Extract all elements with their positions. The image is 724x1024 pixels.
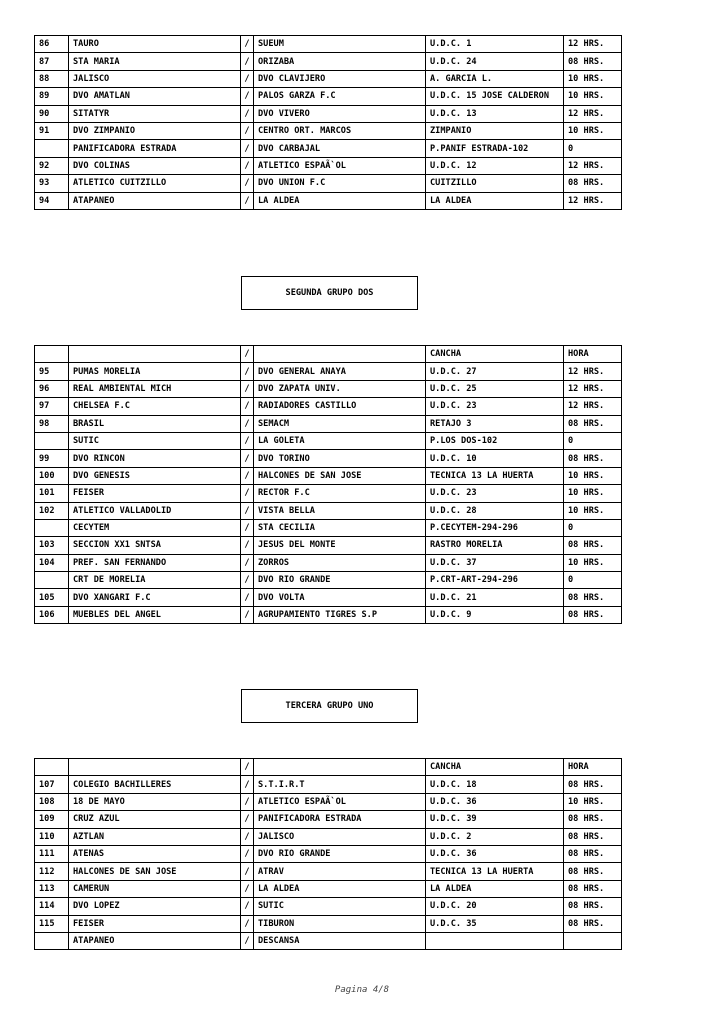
cell-sep: / xyxy=(241,450,254,467)
cell-field: P.CRT-ART-294-296 xyxy=(426,572,564,589)
cell-away: LA GOLETA xyxy=(254,432,426,449)
cell-sep: / xyxy=(241,485,254,502)
cell-hour: 10 HRS. xyxy=(564,122,622,139)
cell-sep: / xyxy=(241,845,254,862)
cell-home: CRUZ AZUL xyxy=(69,811,241,828)
cell-num: 115 xyxy=(35,915,69,932)
cell-home: DVO XANGARI F.C xyxy=(69,589,241,606)
table-row xyxy=(35,502,622,519)
cell-hour: 0 xyxy=(564,140,622,157)
cell-field: U.D.C. 23 xyxy=(426,485,564,502)
cell-num: 101 xyxy=(35,485,69,502)
cell-away: DVO ZAPATA UNIV. xyxy=(254,380,426,397)
cell-num xyxy=(35,932,69,949)
table-row xyxy=(35,192,622,209)
table-row xyxy=(35,915,622,932)
cell-field: U.D.C. 36 xyxy=(426,845,564,862)
cell-hour xyxy=(564,932,622,949)
table-row xyxy=(35,880,622,897)
header-sep: / xyxy=(241,346,254,363)
cell-away: DVO CARBAJAL xyxy=(254,140,426,157)
cell-hour: 10 HRS. xyxy=(564,88,622,105)
cell-home: DVO RINCON xyxy=(69,450,241,467)
cell-num: 110 xyxy=(35,828,69,845)
cell-home: PUMAS MORELIA xyxy=(69,363,241,380)
cell-field: A. GARCIA L. xyxy=(426,70,564,87)
cell-num: 102 xyxy=(35,502,69,519)
cell-home: CHELSEA F.C xyxy=(69,398,241,415)
cell-sep: / xyxy=(241,537,254,554)
cell-hour: 12 HRS. xyxy=(564,105,622,122)
cell-home: DVO AMATLAN xyxy=(69,88,241,105)
table-row xyxy=(35,811,622,828)
cell-field: U.D.C. 39 xyxy=(426,811,564,828)
cell-away: JESUS DEL MONTE xyxy=(254,537,426,554)
cell-sep: / xyxy=(241,432,254,449)
cell-hour: 10 HRS. xyxy=(564,467,622,484)
cell-away: ATLETICO ESPAÃ`OL xyxy=(254,793,426,810)
cell-away: DVO RIO GRANDE xyxy=(254,572,426,589)
cell-sep: / xyxy=(241,828,254,845)
cell-field: U.D.C. 12 xyxy=(426,157,564,174)
cell-home: CRT DE MORELIA xyxy=(69,572,241,589)
cell-hour: 08 HRS. xyxy=(564,898,622,915)
cell-home: DVO LOPEZ xyxy=(69,898,241,915)
cell-home: FEISER xyxy=(69,915,241,932)
table-row xyxy=(35,519,622,536)
cell-away: SUEUM xyxy=(254,36,426,53)
cell-num: 89 xyxy=(35,88,69,105)
cell-field: LA ALDEA xyxy=(426,192,564,209)
cell-hour: 08 HRS. xyxy=(564,863,622,880)
cell-home: CECYTEM xyxy=(69,519,241,536)
cell-home: SUTIC xyxy=(69,432,241,449)
cell-num: 94 xyxy=(35,192,69,209)
cell-field: P.LOS DOS-102 xyxy=(426,432,564,449)
cell-sep: / xyxy=(241,70,254,87)
cell-sep: / xyxy=(241,53,254,70)
cell-sep: / xyxy=(241,811,254,828)
cell-sep: / xyxy=(241,554,254,571)
cell-sep: / xyxy=(241,36,254,53)
cell-away: S.T.I.R.T xyxy=(254,776,426,793)
table-row xyxy=(35,175,622,192)
table-row xyxy=(35,53,622,70)
table-row xyxy=(35,467,622,484)
cell-num: 87 xyxy=(35,53,69,70)
table-row xyxy=(35,863,622,880)
cell-away: LA ALDEA xyxy=(254,880,426,897)
cell-field: U.D.C. 25 xyxy=(426,380,564,397)
cell-field: U.D.C. 28 xyxy=(426,502,564,519)
cell-hour: 08 HRS. xyxy=(564,537,622,554)
cell-sep: / xyxy=(241,415,254,432)
header-home xyxy=(69,346,241,363)
cell-num: 91 xyxy=(35,122,69,139)
cell-field: U.D.C. 24 xyxy=(426,53,564,70)
header-sep: / xyxy=(241,759,254,776)
cell-sep: / xyxy=(241,122,254,139)
cell-sep: / xyxy=(241,175,254,192)
cell-hour: 08 HRS. xyxy=(564,828,622,845)
table-row xyxy=(35,572,622,589)
cell-sep: / xyxy=(241,606,254,623)
cell-sep: / xyxy=(241,140,254,157)
cell-away: LA ALDEA xyxy=(254,192,426,209)
cell-home: ATENAS xyxy=(69,845,241,862)
cell-num xyxy=(35,432,69,449)
cell-num: 86 xyxy=(35,36,69,53)
cell-hour: 10 HRS. xyxy=(564,793,622,810)
table-row xyxy=(35,380,622,397)
cell-hour: 0 xyxy=(564,572,622,589)
cell-hour: 08 HRS. xyxy=(564,880,622,897)
cell-home: SECCION XX1 SNTSA xyxy=(69,537,241,554)
cell-sep: / xyxy=(241,589,254,606)
cell-hour: 08 HRS. xyxy=(564,175,622,192)
cell-away: RECTOR F.C xyxy=(254,485,426,502)
fixtures-table-2 xyxy=(34,345,622,624)
cell-sep: / xyxy=(241,88,254,105)
cell-num: 112 xyxy=(35,863,69,880)
table-row xyxy=(35,398,622,415)
table-row xyxy=(35,88,622,105)
cell-away: CENTRO ORT. MARCOS xyxy=(254,122,426,139)
cell-hour: 08 HRS. xyxy=(564,450,622,467)
cell-home: DVO COLINAS xyxy=(69,157,241,174)
cell-field: RASTRO MORELIA xyxy=(426,537,564,554)
cell-away: DVO TORINO xyxy=(254,450,426,467)
cell-away: RADIADORES CASTILLO xyxy=(254,398,426,415)
cell-home: REAL AMBIENTAL MICH xyxy=(69,380,241,397)
cell-field: U.D.C. 35 xyxy=(426,915,564,932)
cell-hour: 10 HRS. xyxy=(564,554,622,571)
cell-sep: / xyxy=(241,363,254,380)
table-row xyxy=(35,537,622,554)
cell-num: 100 xyxy=(35,467,69,484)
cell-away: DVO UNION F.C xyxy=(254,175,426,192)
header-num xyxy=(35,759,69,776)
cell-away: SEMACM xyxy=(254,415,426,432)
table-row xyxy=(35,776,622,793)
cell-sep: / xyxy=(241,519,254,536)
cell-field: U.D.C. 18 xyxy=(426,776,564,793)
cell-num: 90 xyxy=(35,105,69,122)
cell-home: CAMERUN xyxy=(69,880,241,897)
table-row xyxy=(35,157,622,174)
cell-field: U.D.C. 27 xyxy=(426,363,564,380)
cell-sep: / xyxy=(241,776,254,793)
page-number: Pagina 4/8 xyxy=(334,985,390,995)
table-row xyxy=(35,485,622,502)
cell-home: STA MARIA xyxy=(69,53,241,70)
cell-away: DVO GENERAL ANAYA xyxy=(254,363,426,380)
table-row xyxy=(35,589,622,606)
header-away xyxy=(254,759,426,776)
header-field: CANCHA xyxy=(426,346,564,363)
cell-num: 88 xyxy=(35,70,69,87)
fixtures-table-3 xyxy=(34,758,622,950)
cell-sep: / xyxy=(241,157,254,174)
cell-hour: 12 HRS. xyxy=(564,380,622,397)
cell-sep: / xyxy=(241,932,254,949)
cell-num xyxy=(35,140,69,157)
cell-num: 108 xyxy=(35,793,69,810)
cell-field: U.D.C. 9 xyxy=(426,606,564,623)
table-row xyxy=(35,122,622,139)
cell-away: PALOS GARZA F.C xyxy=(254,88,426,105)
header-hour: HORA xyxy=(564,759,622,776)
cell-home: JALISCO xyxy=(69,70,241,87)
cell-home: PANIFICADORA ESTRADA xyxy=(69,140,241,157)
cell-num: 105 xyxy=(35,589,69,606)
cell-sep: / xyxy=(241,898,254,915)
cell-num: 95 xyxy=(35,363,69,380)
cell-hour: 12 HRS. xyxy=(564,398,622,415)
cell-num: 109 xyxy=(35,811,69,828)
cell-field: CUITZILLO xyxy=(426,175,564,192)
cell-away: HALCONES DE SAN JOSE xyxy=(254,467,426,484)
cell-num: 107 xyxy=(35,776,69,793)
cell-home: FEISER xyxy=(69,485,241,502)
cell-field: TECNICA 13 LA HUERTA xyxy=(426,863,564,880)
cell-home: DVO GENESIS xyxy=(69,467,241,484)
cell-hour: 0 xyxy=(564,519,622,536)
cell-num: 92 xyxy=(35,157,69,174)
cell-field: U.D.C. 23 xyxy=(426,398,564,415)
cell-hour: 12 HRS. xyxy=(564,363,622,380)
cell-hour: 12 HRS. xyxy=(564,36,622,53)
cell-field: ZIMPANIO xyxy=(426,122,564,139)
cell-away: AGRUPAMIENTO TIGRES S.P xyxy=(254,606,426,623)
table-row xyxy=(35,36,622,53)
cell-sep: / xyxy=(241,572,254,589)
cell-home: TAURO xyxy=(69,36,241,53)
header-away xyxy=(254,346,426,363)
cell-hour: 08 HRS. xyxy=(564,811,622,828)
cell-num: 113 xyxy=(35,880,69,897)
cell-field: U.D.C. 13 xyxy=(426,105,564,122)
cell-sep: / xyxy=(241,502,254,519)
cell-hour: 08 HRS. xyxy=(564,845,622,862)
table-row xyxy=(35,932,622,949)
cell-sep: / xyxy=(241,192,254,209)
table-row xyxy=(35,828,622,845)
cell-field xyxy=(426,932,564,949)
table-row xyxy=(35,450,622,467)
cell-home: ATLETICO VALLADOLID xyxy=(69,502,241,519)
table-row xyxy=(35,70,622,87)
cell-away: DVO RIO GRANDE xyxy=(254,845,426,862)
cell-num: 104 xyxy=(35,554,69,571)
cell-hour: 08 HRS. xyxy=(564,606,622,623)
cell-field: U.D.C. 36 xyxy=(426,793,564,810)
cell-sep: / xyxy=(241,880,254,897)
cell-num: 106 xyxy=(35,606,69,623)
cell-num: 114 xyxy=(35,898,69,915)
cell-hour: 08 HRS. xyxy=(564,589,622,606)
cell-field: LA ALDEA xyxy=(426,880,564,897)
cell-away: DVO CLAVIJERO xyxy=(254,70,426,87)
cell-sep: / xyxy=(241,105,254,122)
cell-field: P.CECYTEM-294-296 xyxy=(426,519,564,536)
cell-field: U.D.C. 20 xyxy=(426,898,564,915)
table-row xyxy=(35,606,622,623)
cell-hour: 10 HRS. xyxy=(564,502,622,519)
cell-away: PANIFICADORA ESTRADA xyxy=(254,811,426,828)
cell-home: ATAPANEO xyxy=(69,192,241,209)
cell-home: ATLETICO CUITZILLO xyxy=(69,175,241,192)
table-row xyxy=(35,105,622,122)
table-row xyxy=(35,554,622,571)
cell-num: 96 xyxy=(35,380,69,397)
table-header-row xyxy=(35,759,622,776)
group-title-segunda-grupo-dos: SEGUNDA GRUPO DOS xyxy=(241,276,418,310)
cell-away: ORIZABA xyxy=(254,53,426,70)
cell-sep: / xyxy=(241,398,254,415)
cell-sep: / xyxy=(241,467,254,484)
cell-hour: 12 HRS. xyxy=(564,157,622,174)
cell-hour: 08 HRS. xyxy=(564,53,622,70)
group-title-tercera-grupo-uno: TERCERA GRUPO UNO xyxy=(241,689,418,723)
cell-field: RETAJO 3 xyxy=(426,415,564,432)
cell-home: 18 DE MAYO xyxy=(69,793,241,810)
cell-field: U.D.C. 1 xyxy=(426,36,564,53)
cell-away: TIBURON xyxy=(254,915,426,932)
cell-hour: 10 HRS. xyxy=(564,485,622,502)
cell-num: 93 xyxy=(35,175,69,192)
cell-home: ATAPANEO xyxy=(69,932,241,949)
cell-home: PREF. SAN FERNANDO xyxy=(69,554,241,571)
cell-field: U.D.C. 37 xyxy=(426,554,564,571)
cell-field: U.D.C. 21 xyxy=(426,589,564,606)
cell-field: TECNICA 13 LA HUERTA xyxy=(426,467,564,484)
cell-home: COLEGIO BACHILLERES xyxy=(69,776,241,793)
cell-away: ZORROS xyxy=(254,554,426,571)
table-row xyxy=(35,140,622,157)
cell-field: U.D.C. 2 xyxy=(426,828,564,845)
cell-num: 97 xyxy=(35,398,69,415)
cell-home: HALCONES DE SAN JOSE xyxy=(69,863,241,880)
cell-home: DVO ZIMPANIO xyxy=(69,122,241,139)
cell-away: STA CECILIA xyxy=(254,519,426,536)
cell-field: P.PANIF ESTRADA-102 xyxy=(426,140,564,157)
cell-sep: / xyxy=(241,863,254,880)
cell-num: 103 xyxy=(35,537,69,554)
table-header-row xyxy=(35,346,622,363)
cell-home: SITATYR xyxy=(69,105,241,122)
cell-num: 99 xyxy=(35,450,69,467)
cell-num xyxy=(35,519,69,536)
table-row xyxy=(35,432,622,449)
cell-hour: 08 HRS. xyxy=(564,415,622,432)
cell-away: VISTA BELLA xyxy=(254,502,426,519)
cell-sep: / xyxy=(241,915,254,932)
cell-sep: / xyxy=(241,793,254,810)
cell-num: 111 xyxy=(35,845,69,862)
cell-hour: 08 HRS. xyxy=(564,915,622,932)
cell-field: U.D.C. 15 JOSE CALDERON xyxy=(426,88,564,105)
cell-away: JALISCO xyxy=(254,828,426,845)
cell-home: AZTLAN xyxy=(69,828,241,845)
cell-home: BRASIL xyxy=(69,415,241,432)
cell-away: DESCANSA xyxy=(254,932,426,949)
cell-away: ATRAV xyxy=(254,863,426,880)
table-row xyxy=(35,793,622,810)
cell-hour: 0 xyxy=(564,432,622,449)
header-hour: HORA xyxy=(564,346,622,363)
cell-hour: 12 HRS. xyxy=(564,192,622,209)
cell-sep: / xyxy=(241,380,254,397)
cell-hour: 10 HRS. xyxy=(564,70,622,87)
header-field: CANCHA xyxy=(426,759,564,776)
cell-field: U.D.C. 10 xyxy=(426,450,564,467)
table-row xyxy=(35,363,622,380)
table-row xyxy=(35,898,622,915)
cell-hour: 08 HRS. xyxy=(564,776,622,793)
cell-away: ATLETICO ESPAÃ`OL xyxy=(254,157,426,174)
cell-away: DVO VIVERO xyxy=(254,105,426,122)
cell-num: 98 xyxy=(35,415,69,432)
cell-away: SUTIC xyxy=(254,898,426,915)
table-row xyxy=(35,415,622,432)
cell-home: MUEBLES DEL ANGEL xyxy=(69,606,241,623)
cell-num xyxy=(35,572,69,589)
table-row xyxy=(35,845,622,862)
header-home xyxy=(69,759,241,776)
cell-away: DVO VOLTA xyxy=(254,589,426,606)
header-num xyxy=(35,346,69,363)
fixtures-table-1 xyxy=(34,35,622,210)
